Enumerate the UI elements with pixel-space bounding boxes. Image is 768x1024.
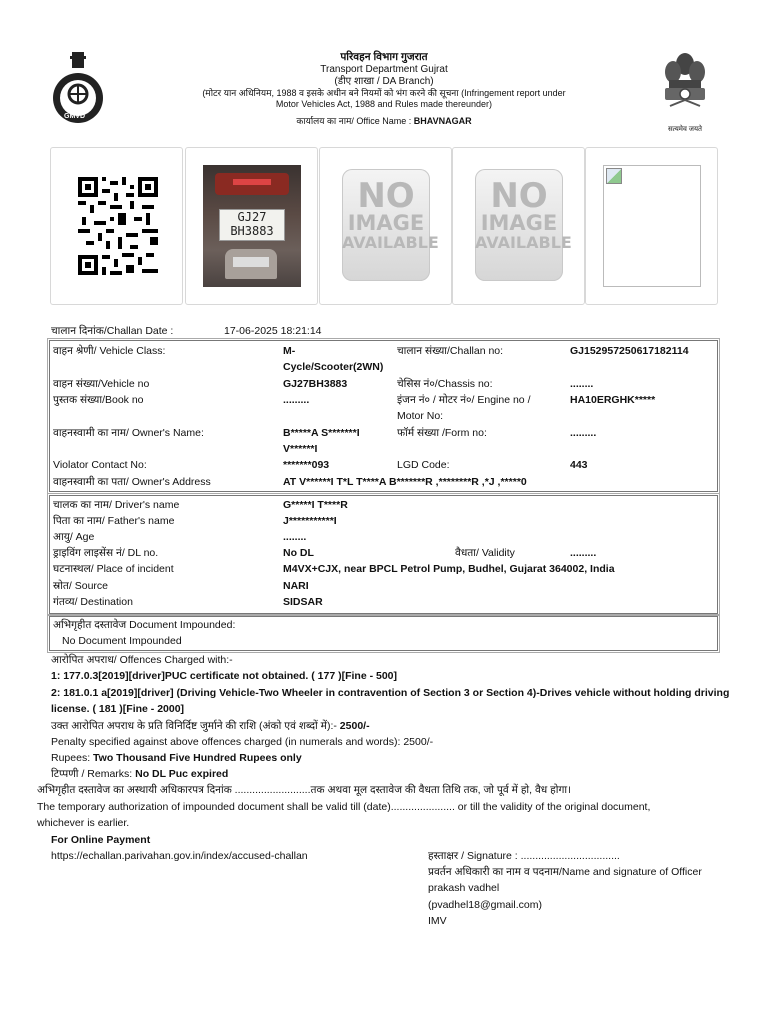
broken-image: [603, 165, 701, 287]
driver-section: [49, 495, 718, 614]
destination-label: गंतव्य/ Destination: [53, 596, 133, 608]
license-plate: [219, 209, 285, 241]
image-box-3: [319, 147, 452, 305]
gmvd-logo: [50, 50, 106, 130]
qr-code-box: [50, 147, 183, 305]
book-no-value: .........: [283, 394, 310, 406]
penalty-hindi-label: उक्त आरोपित अपराध के प्रति विनिर्दिष्ट जुर्माने की राशि (अंको एवं शब्दों में):-: [51, 720, 337, 732]
officer-email: (pvadhel18@gmail.com): [428, 899, 542, 911]
vehicle-no-value: GJ27BH3883: [283, 378, 348, 390]
no-image-text-1: NO: [357, 176, 415, 216]
vehicle-class-label: वाहन श्रेणी/ Vehicle Class:: [53, 345, 166, 357]
vehicle-photo: [203, 165, 301, 287]
impound-value: No Document Impounded: [62, 635, 182, 647]
owner-address-label: वाहनस्वामी का पता/ Owner's Address: [53, 476, 211, 488]
dl-no-value: No DL: [283, 547, 314, 559]
qr-code: [78, 177, 158, 275]
no-image-text-2b: IMAGE: [480, 211, 558, 235]
validity-value: .........: [570, 547, 597, 559]
signature-label: हस्ताक्षर / Signature : ..................................: [428, 850, 620, 862]
plate-line-1: GJ27: [237, 210, 267, 224]
offence-1: 1: 177.0.3[2019][driver]PUC certificate not obtained. ( 177 )[Fine - 500]: [51, 670, 398, 682]
rupees-label: Rupees:: [51, 752, 91, 764]
vehicle-section: [49, 340, 718, 492]
father-name-value: J***********I: [283, 515, 337, 527]
notice-line-2: Motor Vehicles Act, 1988 and Rules made thereunder): [275, 99, 493, 109]
title-english: Transport Department Gujrat: [320, 64, 448, 75]
lgd-code-label: LGD Code:: [397, 459, 450, 471]
place-of-incident-label: घटनास्थल/ Place of incident: [53, 563, 174, 575]
officer-label: प्रवर्तन अधिकारी का नाम व पदनाम/Name and signature of Officer: [428, 866, 702, 878]
authorization-hindi: अभिगृहीत दस्तावेज का अस्थायी अधिकारपत्र दिनांक ..........................तक अथवा मूल दस्तावेज की वैधता तिथि तक, जो पूर्व में हो, वैध होगा।: [37, 784, 572, 796]
plate-line-2: BH3883: [230, 224, 274, 238]
remarks-label: टिप्पणी / Remarks:: [51, 768, 133, 780]
gmvd-logo-text: GMVD: [64, 113, 85, 120]
driver-name-label: चालक का नाम/ Driver's name: [53, 499, 180, 511]
rupees-value: Two Thousand Five Hundred Rupees only: [93, 752, 302, 764]
authorization-english-2: whichever is earlier.: [37, 817, 130, 829]
vehicle-class-value-1: M-: [283, 345, 296, 357]
challan-date-value: 17-06-2025 18:21:14: [224, 325, 322, 337]
chassis-label: चेसिस नं०/Chassis no:: [397, 378, 493, 390]
vehicle-photo-box: [185, 147, 318, 305]
book-no-label: पुस्तक संख्या/Book no: [53, 394, 144, 406]
source-label: स्रोत/ Source: [53, 580, 109, 592]
no-image-placeholder-2: [475, 169, 572, 281]
challan-date-label: चालान दिनांक/Challan Date :: [51, 325, 174, 337]
engine-no-value: HA10ERGHK*****: [570, 394, 656, 406]
no-image-text-1b: NO: [490, 176, 548, 216]
impound-label: अभिगृहीत दस्तावेज Document Impounded:: [53, 619, 236, 631]
officer-designation: IMV: [428, 915, 447, 927]
impound-section: [49, 616, 718, 651]
form-no-value: .........: [570, 427, 597, 439]
emblem-caption: सत्यमेव जयते: [667, 126, 703, 133]
owner-name-value-2: V******I: [283, 443, 318, 455]
broken-image-icon: [606, 168, 622, 184]
image-box-5: [585, 147, 718, 305]
contact-label: Violator Contact No:: [53, 459, 147, 471]
chassis-value: ........: [570, 378, 594, 390]
driver-name-value: G*****I T****R: [283, 499, 348, 511]
place-of-incident-value: M4VX+CJX, near BPCL Petrol Pump, Budhel, Gujarat 364002, India: [283, 563, 615, 575]
source-value: NARI: [283, 580, 309, 592]
challan-no-value: GJ152957250617182114: [570, 345, 689, 357]
father-name-label: पिता का नाम/ Father's name: [53, 515, 175, 527]
branch-label: (डीए शाखा / DA Branch): [334, 76, 434, 87]
payment-heading: For Online Payment: [51, 834, 151, 846]
destination-value: SIDSAR: [283, 596, 323, 608]
owner-name-value-1: B*****A S*******I: [283, 427, 360, 439]
lgd-code-value: 443: [570, 459, 588, 471]
validity-label: वैधता/ Validity: [455, 547, 515, 559]
owner-name-label: वाहनस्वामी का नाम/ Owner's Name:: [53, 427, 204, 439]
image-box-4: [452, 147, 585, 305]
title-hindi: परिवहन विभाग गुजरात: [340, 51, 428, 63]
engine-no-label-1: इंजन नं० / मोटर नं०/ Engine no /: [397, 394, 531, 406]
officer-name: prakash vadhel: [428, 882, 500, 894]
age-value: ........: [283, 531, 307, 543]
notice-line-1: (मोटर यान अधिनियम, 1988 व इसके अधीन बने नियमों को भंग करने की सूचना (Infringement report under: [202, 88, 566, 98]
national-emblem: [660, 50, 710, 132]
owner-address-value: AT V******I T*L T****A B*******R ,********R ,*J ,*****0: [283, 476, 527, 488]
remarks-line: [51, 766, 228, 783]
authorization-english-1: The temporary authorization of impounded document shall be valid till (date)...................... or till the validity of the original document,: [37, 801, 651, 813]
no-image-text-2: IMAGE: [347, 211, 425, 235]
remarks-value: No DL Puc expired: [135, 768, 229, 780]
offence-2-line-2: license. ( 181 )[Fine - 2000]: [51, 703, 185, 715]
penalty-hindi-value: 2500/-: [339, 720, 370, 732]
rupees-line: [51, 750, 302, 767]
dl-no-label: ड्राइविंग लाइसेंस नं/ DL no.: [53, 547, 159, 559]
vehicle-no-label: वाहन संख्या/Vehicle no: [53, 378, 150, 390]
vehicle-class-value-2: Cycle/Scooter(2WN): [283, 361, 384, 373]
office-line: [150, 116, 618, 127]
challan-no-label: चालान संख्या/Challan no:: [397, 345, 504, 357]
no-image-placeholder-1: [342, 169, 439, 281]
penalty-hindi-line: [51, 718, 370, 735]
age-label: आयु/ Age: [53, 531, 95, 543]
office-name: BHAVNAGAR: [413, 116, 472, 126]
contact-value: *******093: [283, 459, 330, 471]
engine-no-label-2: Motor No:: [397, 410, 444, 422]
payment-link[interactable]: https://echallan.parivahan.gov.in/index/accused-challan: [51, 850, 308, 862]
penalty-english: Penalty specified against above offences charged (in numerals and words): 2500/-: [51, 736, 434, 748]
form-no-label: फॉर्म संख्या /Form no:: [397, 427, 487, 439]
no-image-text-3: AVAILABLE: [342, 233, 439, 252]
offences-heading: आरोपित अपराध/ Offences Charged with:-: [51, 654, 233, 666]
office-label: कार्यालय का नाम/ Office Name :: [296, 116, 412, 126]
no-image-text-3b: AVAILABLE: [475, 233, 572, 252]
offence-2-line-1: 2: 181.0.1 a[2019][driver] (Driving Vehicle-Two Wheeler in contravention of Section 3 or Section 4)-Drives vehicle without holding driving: [51, 687, 730, 699]
